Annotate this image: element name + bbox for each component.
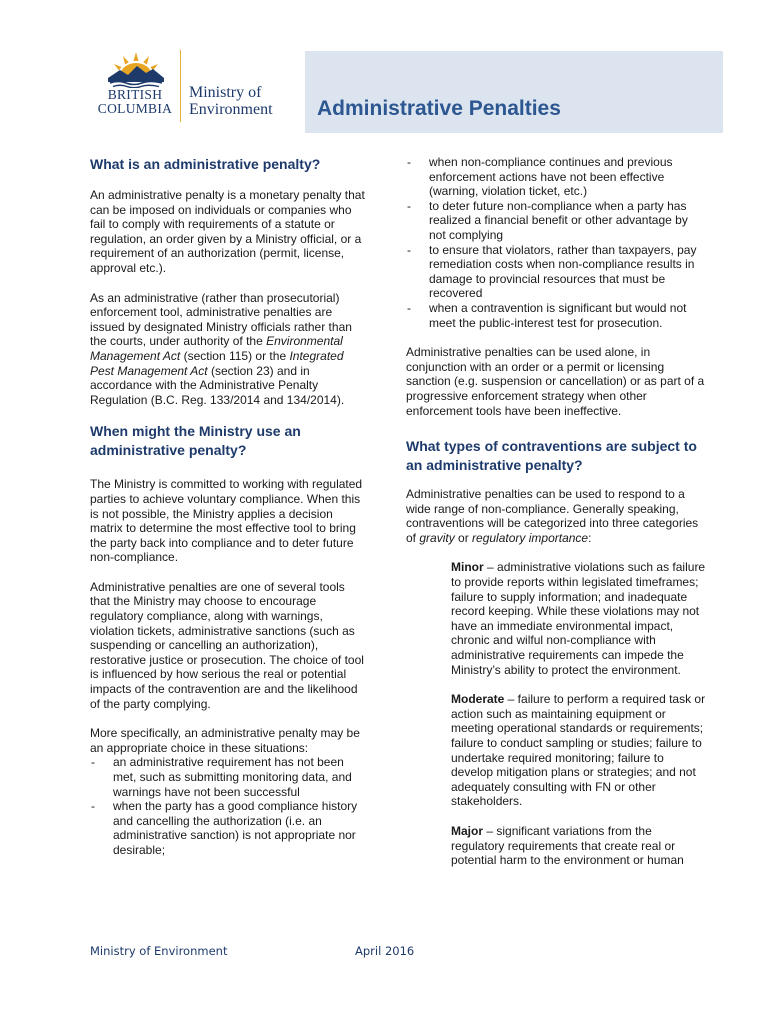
paragraph-enforcement-tool: [90, 291, 365, 408]
category-label: Minor: [451, 560, 484, 575]
bc-sun-mountains-icon: [106, 46, 166, 88]
list-item: - to deter future non-compliance when a party has realized a financial benefit or other advantage by not complying: [406, 199, 706, 243]
logo-province-name: [96, 88, 174, 116]
logo-line-british: BRITISH: [107, 87, 163, 102]
act-name-ema: Environmental Management Act: [90, 334, 343, 363]
list-item: - an administrative requirement has not been met, such as submitting monitoring data, and warnings have not been successful: [90, 755, 365, 799]
logo-ministry-name: [189, 84, 273, 118]
footer-ministry: Ministry of Environment: [90, 944, 228, 958]
left-column: [90, 155, 365, 858]
text-segment: As an administrative (rather than prosecutorial) enforcement tool, administrative penalties are issued by designated Ministry officials rather than the courts, under authority of the: [90, 290, 352, 349]
category-moderate: [451, 692, 706, 809]
logo-ministry-line2: Environment: [189, 101, 273, 118]
bc-government-logo: [96, 46, 286, 126]
paragraph-voluntary-compliance: The Ministry is committed to working with regulated parties to achieve voluntary compliance. When this is not possible, the Ministry applies a decision matrix to determine the most effective tool to bring the party back into compliance and to deter future non-compliance.: [90, 477, 363, 565]
situations-list-left: [90, 755, 365, 857]
heading-what-types: What types of contraventions are subject to an administrative penalty?: [406, 438, 697, 474]
text-segment: (section 115) or the: [180, 348, 290, 363]
paragraph-several-tools: Administrative penalties are one of several tools that the Ministry may choose to encourage regulatory compliance, along with warnings, violation tickets, administrative sanctions (such as suspending or cancelling an authorization), restorative justice or prosecution. The choice of tool is influenced by how serious the real or potential impacts of the contravention are and the likelihood of the party complying.: [90, 579, 364, 711]
paragraph-more-specifically: More specifically, an administrative penalty may be an appropriate choice in these situations:: [90, 726, 360, 755]
list-item: - when a contravention is significant but would not meet the public-interest test for prosecution.: [406, 301, 706, 330]
category-description: – significant variations from the regulatory requirements that create real or potential harm to the environment or human: [451, 823, 684, 868]
text-segment: or: [454, 530, 473, 545]
category-description: – administrative violations such as failure to provide reports within legislated timeframes; failure to supply information; and inadequate record keeping. While these violations may not have an immediate environmental impact, chronic and wilful non-compliance with administrative requirements can impede the Ministry’s ability to protect the environment.: [451, 560, 706, 677]
document-title: Administrative Penalties: [317, 97, 561, 120]
list-item: - to ensure that violators, rather than taxpayers, pay remediation costs when non-compliance results in damage to provincial resources that must be recovered: [406, 243, 706, 301]
paragraph-categories-intro: [406, 487, 706, 545]
footer-date: April 2016: [355, 944, 415, 958]
term-gravity: gravity: [419, 530, 455, 545]
logo-ministry-line1: Ministry of: [189, 84, 262, 101]
list-item: - when the party has a good compliance history and cancelling the authorization (i.e. an administrative sanction) is not appropriate nor desirable;: [90, 799, 365, 857]
heading-what-is: What is an administrative penalty?: [90, 156, 321, 172]
paragraph-definition: An administrative penalty is a monetary penalty that can be imposed on individuals or companies who fail to comply with requirements of a statute or regulation, an order given by a Ministry official, or a requirement of an authorization (permit, license, approval etc.).: [90, 188, 365, 275]
logo-divider: [180, 50, 181, 122]
text-segment: (section 23) and in accordance with the Administrative Penalty Regulation (B.C. Reg. 133/2014 and 134/2014).: [90, 363, 345, 407]
text-segment: :: [588, 530, 592, 545]
paragraph-used-alone: Administrative penalties can be used alone, in conjunction with an order or a permit or licensing sanction (e.g. suspension or cancellation) or as part of a progressive enforcement strategy when other enforcement tools have been ineffective.: [406, 345, 705, 418]
act-name-ipma: Integrated Pest Management Act: [90, 348, 344, 378]
list-item: - when non-compliance continues and previous enforcement actions have not been effective (warning, violation ticket, etc.): [406, 155, 706, 199]
category-label: Moderate: [451, 692, 505, 707]
heading-when-might: When might the Ministry use an administrative penalty?: [90, 423, 301, 459]
header-band: [305, 51, 723, 133]
logo-line-columbia: COLUMBIA: [97, 101, 173, 116]
category-label: Major: [451, 823, 484, 838]
category-major: [451, 824, 706, 868]
category-minor: [451, 560, 706, 677]
text-segment: Administrative penalties can be used to respond to a wide range of non-compliance. Generally speaking, contraventions will be categorized into three categories of: [406, 487, 699, 545]
situations-list-right: [406, 155, 706, 330]
term-regulatory-importance: regulatory importance: [472, 530, 589, 545]
right-column: [406, 155, 706, 883]
category-description: – failure to perform a required task or action such as maintaining equipment or meeting operational standards or requirements; failure to conduct sampling or studies; failure to undertake required monitoring; failure to develop mitigation plans or strategies; and not adequately consulting with FN or other stakeholders.: [451, 692, 706, 809]
